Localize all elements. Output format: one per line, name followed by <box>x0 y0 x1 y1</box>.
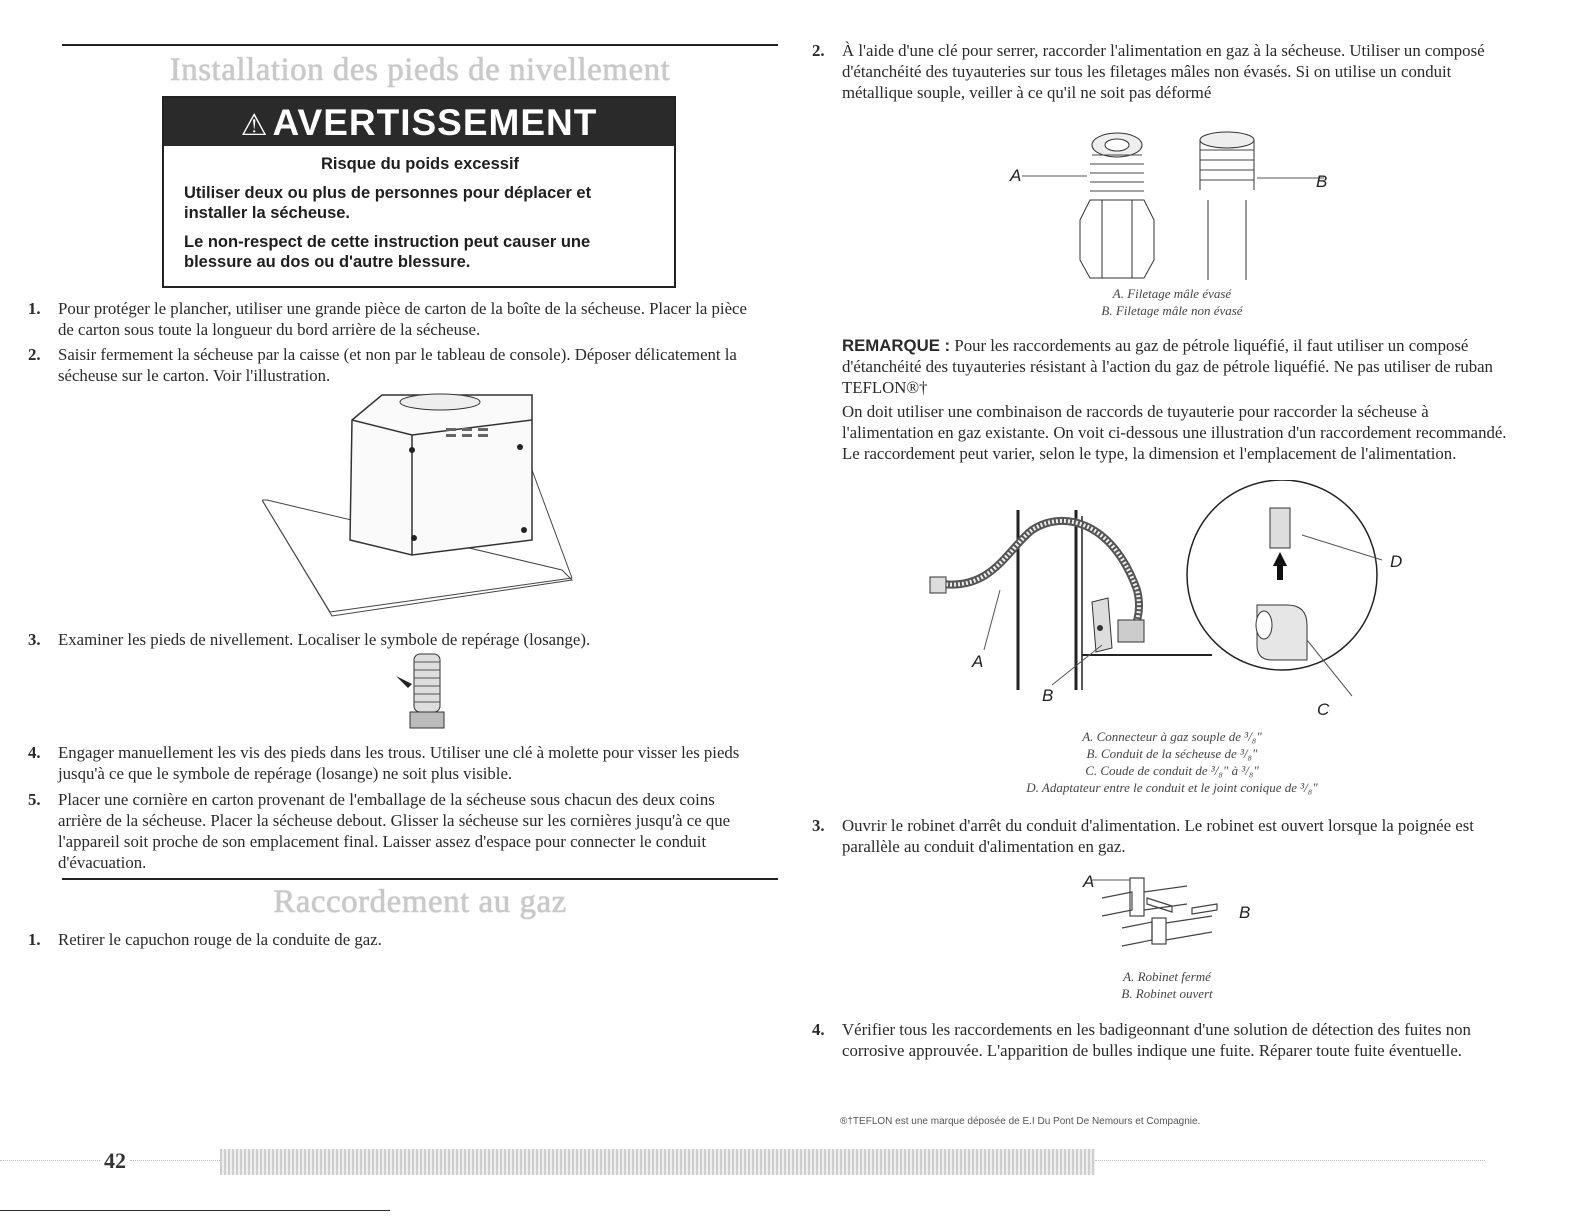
gas-step-2: 2. À l'aide d'une clé pour serrer, raccorder l'alimentation en gaz à la sécheuse. Utiliser un composé d'étanchéité des tuyauteries sur tous les filetages mâles non évasés. Si on utilise un conduit métallique souple, veiller à ce qu'il ne soit pas déformé <box>812 41 1485 102</box>
bottom-edge-line <box>0 1210 390 1211</box>
section-title-leveling: Installation des pieds de nivellement <box>169 52 671 88</box>
step-3: 3. Examiner les pieds de nivellement. Localiser le symbole de repérage (losange). <box>28 630 591 649</box>
step-1: 1. Pour protéger le plancher, utiliser une grande pièce de carton de la boîte de la sécheuse. Placer la pièce de carton sous toute la longueur du bord arrière de la sécheuse. <box>28 299 747 339</box>
thread-fittings-illustration <box>1002 120 1342 285</box>
warning-triangle-icon: ⚠ <box>240 109 269 142</box>
shutoff-valve-illustration <box>1092 868 1252 958</box>
combination-paragraph: On doit utiliser une combinaison de raccords de tuyauterie pour raccorder la sécheuse à l'alimentation en gaz existante. On voit ci-dessous une illustration d'un raccordement recommandé. Le raccordement peut varier, selon le type, la dimension et l'emplacement de l'alimentation. <box>842 402 1507 463</box>
warning-line-1: Utiliser deux ou plus de personnes pour déplacer et installer la sécheuse. <box>184 184 592 222</box>
fig3-label-a: A <box>1083 872 1095 891</box>
section-title-gas: Raccordement au gaz <box>273 884 567 920</box>
fig2-label-c: C <box>1317 700 1330 719</box>
fig1-label-a: A <box>1010 166 1022 185</box>
footnote: ®†TEFLON est une marque déposée de E.I Du Pont De Nemours et Compagnie. <box>840 1116 1201 1127</box>
warning-line-2: Le non-respect de cette instruction peut causer une blessure au dos ou d'autre blessure. <box>184 233 591 271</box>
fig2-label-d: D <box>1390 552 1403 571</box>
fig3-caption: A. Robinet fermé B. Robinet ouvert <box>1121 969 1213 1001</box>
step-5: 5. Placer une cornière en carton provenant de l'emballage de la sécheuse sous chacun des deux coins arrière de la sécheuse. Placer la sécheuse debout. Glisser la sécheuse sur les cornières jusqu'à ce que l'appareil soit proche de son emplacement final. Laisser assez d'espace pour connecter le conduit d'évacuation. <box>28 790 731 872</box>
gas-step-4: 4. Vérifier tous les raccordements en les badigeonnant d'une solution de détection des fuites non corrosive approuvée. L'apparition de bulles indique une fuite. Réparer toute fuite éventuelle. <box>812 1020 1471 1060</box>
fig2-label-a: A <box>972 652 984 671</box>
leveling-foot-illustration <box>392 650 472 735</box>
section-rule <box>62 44 778 46</box>
fig2-label-b: B <box>1042 686 1054 705</box>
footer-dots-mid <box>130 1160 220 1161</box>
gas-connection-illustration <box>912 480 1412 710</box>
footer-bar <box>220 1149 1095 1175</box>
warning-box <box>162 96 676 288</box>
step-2: 2. Saisir fermement la sécheuse par la caisse (et non par le tableau de console). Déposer délicatement la sécheuse sur le carton. Voir l'illustration. <box>28 345 737 385</box>
fig3-label-b: B <box>1239 903 1251 922</box>
fig2-caption: A. Connecteur à gaz souple de ³/₈" B. Conduit de la sécheuse de ³/₈" C. Coude de conduit de ³/₈" à ³/₈" D. Adaptateur entre le conduit et le joint conique de ³/₈" <box>1026 729 1318 795</box>
gas-step-1: 1. Retirer le capuchon rouge de la conduite de gaz. <box>28 930 382 949</box>
footer-dots-right <box>1095 1160 1485 1161</box>
page-number: 42 <box>104 1148 126 1173</box>
note-paragraph: REMARQUE : Pour les raccordements au gaz de pétrole liquéfié, il faut utiliser un composé d'étanchéité des tuyauteries résistant à l'action du gaz de pétrole liquéfié. Ne pas utiliser de ruban TEFLON®† <box>842 336 1493 397</box>
fig1-caption: A. Filetage mâle évasé B. Filetage mâle non évasé <box>1101 286 1243 318</box>
section-rule-gas <box>62 878 778 880</box>
dryer-on-cardboard-illustration <box>262 390 642 620</box>
warning-header: ⚠ AVERTISSEMENT <box>164 98 674 146</box>
footer-dots-left <box>0 1160 100 1161</box>
gas-step-3: 3. Ouvrir le robinet d'arrêt du conduit d'alimentation. Le robinet est ouvert lorsque la poignée est parallèle au conduit d'alimentation en gaz. <box>812 816 1474 856</box>
fig1-label-b: B <box>1316 172 1328 191</box>
step-4: 4. Engager manuellement les vis des pieds dans les trous. Utiliser une clé à molette pour visser les pieds jusqu'à ce que le symbole de repérage (losange) ne soit plus visible. <box>28 743 740 783</box>
warning-risk: Risque du poids excessif <box>320 155 520 173</box>
